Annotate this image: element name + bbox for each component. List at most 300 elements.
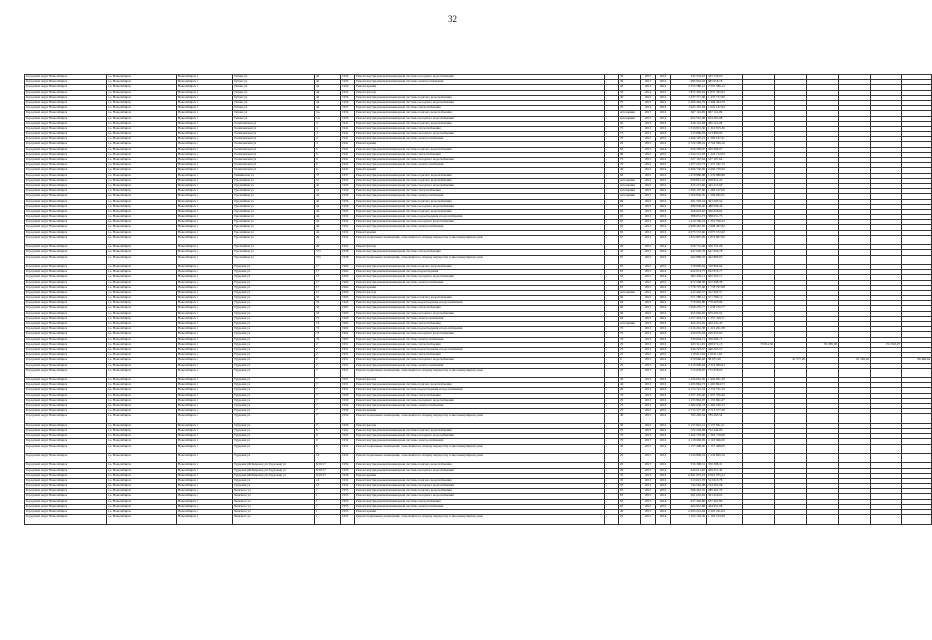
cell-dash: - — [605, 473, 619, 478]
cell-y2: 2016 — [656, 168, 671, 173]
cell-district: Городской округ Новосибирск — [25, 168, 107, 173]
cell-district: Городской округ Новосибирск — [25, 463, 107, 468]
cell-cost: 5 157 841,21 — [671, 423, 707, 428]
cell-y2: 2016 — [656, 111, 671, 116]
cell-dash: - — [605, 137, 619, 142]
cell-year: 1960 — [341, 285, 355, 290]
cell-cost: 658 812,22 — [671, 178, 707, 183]
cell-work: Ремонт внутридомовой инженерной системы электроснабжения — [355, 504, 605, 509]
cell-cost: 1 266 107,06 — [671, 189, 707, 194]
cell-y1: 2015 — [641, 473, 656, 478]
cell-city: г.о. Новосибирск — [107, 515, 177, 524]
cell-dash: - — [605, 388, 619, 393]
cell-y1: 2015 — [641, 199, 656, 204]
cell-year: 1952 — [341, 444, 355, 453]
cell-total: 2 075 572,60 — [707, 230, 743, 235]
cell-year: 1960 — [341, 264, 355, 269]
cell-dash: - — [605, 85, 619, 90]
table-row — [25, 453, 932, 462]
cell-y1: 2015 — [641, 478, 656, 483]
cell-work: Ремонт подвальных помещений, относящихся к общему имуществу в многоквартирном доме — [355, 255, 605, 264]
cell-total: 356 398,31 — [707, 463, 743, 468]
cell-dash: - — [605, 414, 619, 423]
cell-city: г.о. Новосибирск — [107, 100, 177, 105]
cell-year: 1960 — [341, 280, 355, 285]
cell-y1: 2015 — [641, 316, 656, 321]
cell-total: 1 324 712,03 — [707, 152, 743, 157]
cell-work: Ремонт подвальных помещений, относящихся к общему имуществу в многоквартирном доме — [355, 444, 605, 453]
cell-district: Городской округ Новосибирск — [25, 250, 107, 255]
cell-total: 2 555 586,12 — [707, 85, 743, 90]
cell-y2: 2016 — [656, 322, 671, 327]
cell-street: Трудовая ул — [233, 275, 315, 280]
cell-city: г.о. Новосибирск — [107, 327, 177, 332]
cell-y2: 2016 — [656, 489, 671, 494]
cell-cost: 785 295,54 — [671, 414, 707, 423]
cell-street: Толмачевская ул — [233, 158, 315, 163]
cell-wear: 67 — [619, 255, 641, 264]
cell-wear: 20 — [619, 463, 641, 468]
cell-district: Городской округ Новосибирск — [25, 301, 107, 306]
cell-y2: 2016 — [656, 444, 671, 453]
cell-wear: 75 — [619, 158, 641, 163]
cell-house: 2 — [315, 358, 341, 363]
cell-y2: 2016 — [656, 429, 671, 434]
cell-wear: 70 — [619, 332, 641, 337]
cell-d — [839, 235, 871, 244]
cell-y1: 2015 — [641, 173, 656, 178]
cell-cost: 220 655,63 — [671, 332, 707, 337]
cell-settlement: Новосибирск г — [177, 230, 233, 235]
cell-city: г.о. Новосибирск — [107, 132, 177, 137]
cell-wear: 67 — [619, 235, 641, 244]
cell-y2: 2016 — [656, 250, 671, 255]
cell-settlement: Новосибирск г — [177, 409, 233, 414]
cell-street: Трудовая ул — [233, 285, 315, 290]
cell-wear: 65 — [619, 489, 641, 494]
cell-house: 51 — [315, 178, 341, 183]
cell-work: Ремонт внутридомовой инженерной системы водоотведения и водоснабжения — [355, 301, 605, 306]
cell-work: Ремонт внутридомовой инженерной системы горячего водоснабжения — [355, 95, 605, 100]
cell-y2: 2016 — [656, 209, 671, 214]
cell-dash: - — [605, 306, 619, 311]
cell-street: Чемского ул — [233, 489, 315, 494]
cell-city: г.о. Новосибирск — [107, 414, 177, 423]
cell-y1: 2015 — [641, 429, 656, 434]
cell-year: 1956 — [341, 100, 355, 105]
cell-total: 1 872 807,09 — [707, 235, 743, 244]
cell-dash: - — [605, 220, 619, 225]
cell-cost: 2 174 741,34 — [671, 388, 707, 393]
cell-year: 1955 — [341, 515, 355, 524]
cell-district: Городской округ Новосибирск — [25, 126, 107, 131]
cell-year: 1950 — [341, 183, 355, 188]
cell-street: Трудовая ул — [233, 409, 315, 414]
cell-y1: 2015 — [641, 245, 656, 250]
cell-street: Троллейная ул — [233, 178, 315, 183]
cell-city: г.о. Новосибирск — [107, 250, 177, 255]
cell-b — [775, 255, 807, 264]
cell-y2: 2016 — [656, 353, 671, 358]
cell-wear: 75 — [619, 132, 641, 137]
cell-work: Ремонт внутридомовой инженерной системы горячего водоснабжения — [355, 478, 605, 483]
cell-settlement: Новосибирск г — [177, 311, 233, 316]
cell-street: Толмачевская ул — [233, 147, 315, 152]
cell-wear: 65 — [619, 280, 641, 285]
cell-work: Ремонт подвальных помещений, относящихся к общему имуществу в многоквартирном доме — [355, 515, 605, 524]
cell-cost: 1 193 104,39 — [671, 515, 707, 524]
cell-wear: 40 — [619, 378, 641, 383]
cell-district: Городской округ Новосибирск — [25, 280, 107, 285]
cell-street: Толмачевская ул — [233, 121, 315, 126]
cell-total: 330 694,71 — [707, 337, 743, 342]
cell-house: 41 — [315, 194, 341, 199]
cell-wear: 65 — [619, 264, 641, 269]
cell-district: Городской округ Новосибирск — [25, 439, 107, 444]
cell-work: Ремонт внутридомовой инженерной системы электроснабжения — [355, 280, 605, 285]
cell-wear: истощения — [619, 183, 641, 188]
cell-d — [839, 515, 871, 524]
cell-total: 647 626,78 — [707, 250, 743, 255]
cell-house: 74 — [315, 332, 341, 337]
cell-settlement: Новосибирск г — [177, 306, 233, 311]
cell-dash: - — [605, 230, 619, 235]
cell-total: 286 491,35 — [707, 489, 743, 494]
cell-street: Трудовая ул — [233, 280, 315, 285]
cell-district: Городской округ Новосибирск — [25, 204, 107, 209]
cell-year: 1960 — [341, 270, 355, 275]
cell-e — [871, 368, 902, 377]
cell-cost: 2 555 586,12 — [671, 85, 707, 90]
cell-district: Городской округ Новосибирск — [25, 423, 107, 428]
cell-settlement: Новосибирск г — [177, 209, 233, 214]
cell-a — [743, 515, 775, 524]
cell-city: г.о. Новосибирск — [107, 337, 177, 342]
cell-city: г.о. Новосибирск — [107, 463, 177, 468]
cell-year: 1952 — [341, 434, 355, 439]
cell-city: г.о. Новосибирск — [107, 332, 177, 337]
cell-wear: 45 — [619, 444, 641, 453]
cell-cost: 2 406 464,79 — [671, 100, 707, 105]
cell-street: Чемского ул — [233, 499, 315, 504]
cell-street: Троллейная ул — [233, 209, 315, 214]
cell-a — [743, 414, 775, 423]
cell-settlement: Новосибирск г — [177, 468, 233, 473]
cell-district: Городской округ Новосибирск — [25, 230, 107, 235]
cell-y1: 2015 — [641, 178, 656, 183]
cell-y2: 2016 — [656, 100, 671, 105]
cell-y2: 2016 — [656, 290, 671, 295]
cell-house: 33 — [315, 311, 341, 316]
cell-city: г.о. Новосибирск — [107, 468, 177, 473]
cell-city: г.о. Новосибирск — [107, 347, 177, 352]
cell-y2: 2016 — [656, 199, 671, 204]
cell-street: Троллейная ул — [233, 189, 315, 194]
cell-total: 366 618,62 — [707, 209, 743, 214]
cell-total: 462 431,45 — [707, 322, 743, 327]
cell-wear: 70 — [619, 393, 641, 398]
cell-dash: - — [605, 270, 619, 275]
cell-year: 1952 — [341, 245, 355, 250]
cell-house: 2 — [315, 353, 341, 358]
cell-street: Троллейная ул — [233, 245, 315, 250]
cell-y2: 2016 — [656, 368, 671, 377]
cell-dash: - — [605, 95, 619, 100]
cell-wear: 65 — [619, 504, 641, 509]
cell-dash: - — [605, 409, 619, 414]
cell-year: 1952 — [341, 235, 355, 244]
cell-d — [839, 255, 871, 264]
cell-wear: 35 — [619, 484, 641, 489]
cell-y2: 2016 — [656, 414, 671, 423]
cell-district: Городской округ Новосибирск — [25, 121, 107, 126]
cell-district: Городской округ Новосибирск — [25, 453, 107, 462]
cell-city: г.о. Новосибирск — [107, 116, 177, 121]
cell-cost: 527 167,64 — [671, 158, 707, 163]
cell-dash: - — [605, 189, 619, 194]
cell-year: 1941 — [341, 137, 355, 142]
cell-dash: - — [605, 358, 619, 363]
cell-year: 1950 — [341, 409, 355, 414]
cell-street: Троллейная ул — [233, 215, 315, 220]
cell-work: Ремонт внутридомовой инженерной системы электроснабжения — [355, 80, 605, 85]
cell-dash: - — [605, 250, 619, 255]
cell-y1: 2015 — [641, 100, 656, 105]
cell-house: 49 — [315, 235, 341, 244]
cell-dash: - — [605, 142, 619, 147]
cell-work: Ремонт внутридомовой инженерной системы горячего водоснабжения — [355, 429, 605, 434]
cell-city: г.о. Новосибирск — [107, 429, 177, 434]
cell-y2: 2016 — [656, 342, 671, 347]
cell-city: г.о. Новосибирск — [107, 152, 177, 157]
cell-y2: 2016 — [656, 230, 671, 235]
cell-street: Толмачевская ул — [233, 142, 315, 147]
cell-y1: 2015 — [641, 215, 656, 220]
cell-street: Трудовая ул — [233, 363, 315, 368]
cell-district: Городской округ Новосибирск — [25, 515, 107, 524]
cell-d — [839, 414, 871, 423]
cell-work: Ремонт подвальных помещений, относящихся к общему имуществу в многоквартирном доме — [355, 235, 605, 244]
cell-year: 1941 — [341, 163, 355, 168]
cell-year: 1950 — [341, 393, 355, 398]
cell-year: 1960 — [341, 275, 355, 280]
cell-y2: 2016 — [656, 484, 671, 489]
cell-y2: 2016 — [656, 178, 671, 183]
cell-district: Городской округ Новосибирск — [25, 504, 107, 509]
cell-city: г.о. Новосибирск — [107, 290, 177, 295]
cell-work: Ремонт внутридомовой инженерной системы водоотведения и водоснабжения — [355, 347, 605, 352]
cell-city: г.о. Новосибирск — [107, 147, 177, 152]
cell-street: Трудовая ул — [233, 301, 315, 306]
cell-wear: 43 — [619, 85, 641, 90]
cell-cost: 366 618,62 — [671, 209, 707, 214]
cell-c — [807, 235, 839, 244]
cell-total: 58 971,40 — [707, 358, 743, 363]
cell-street: Трудовая ул — [233, 316, 315, 321]
cell-y2: 2016 — [656, 383, 671, 388]
cell-y1: 2015 — [641, 327, 656, 332]
cell-work: Ремонт внутридомовой инженерной системы холодного водоснабжения — [355, 220, 605, 225]
cell-e — [871, 235, 902, 244]
cell-district: Городской округ Новосибирск — [25, 132, 107, 137]
cell-street: Троллейная ул — [233, 235, 315, 244]
cell-y2: 2016 — [656, 95, 671, 100]
cell-settlement: Новосибирск г — [177, 478, 233, 483]
cell-y1: 2015 — [641, 270, 656, 275]
cell-city: г.о. Новосибирск — [107, 383, 177, 388]
cell-y1: 2015 — [641, 275, 656, 280]
cell-total: 2 722 599,16 — [707, 142, 743, 147]
cell-year: 1950 — [341, 414, 355, 423]
cell-work: Ремонт внутридомовой инженерной системы холодного водоснабжения — [355, 275, 605, 280]
cell-year: 1957 — [341, 106, 355, 111]
cell-city: г.о. Новосибирск — [107, 484, 177, 489]
cell-work: Ремонт внутридомовой инженерной системы холодного водоснабжения — [355, 311, 605, 316]
cell-total: 655 002,02 — [707, 311, 743, 316]
cell-cost: 1 316 815,36 — [671, 126, 707, 131]
cell-wear: 25 — [619, 404, 641, 409]
cell-city: г.о. Новосибирск — [107, 75, 177, 80]
table-row — [25, 515, 932, 524]
cell-work: Ремонт внутридомовой инженерной системы водоотведения и водоснабжения — [355, 215, 605, 220]
cell-district: Городской округ Новосибирск — [25, 468, 107, 473]
cell-b: 41 577,26 — [775, 358, 807, 363]
cell-settlement: Новосибирск г — [177, 147, 233, 152]
cell-city: г.о. Новосибирск — [107, 209, 177, 214]
cell-house: 1 — [315, 515, 341, 524]
cell-settlement: Новосибирск г — [177, 215, 233, 220]
cell-total: 1 257 419,71 — [707, 316, 743, 321]
cell-dash: - — [605, 106, 619, 111]
cell-total: 426 611,40 — [707, 468, 743, 473]
cell-cost: 1 210 796,23 — [671, 220, 707, 225]
cell-y2: 2016 — [656, 132, 671, 137]
cell-dash: - — [605, 80, 619, 85]
cell-work: Ремонт внутридомовой инженерной системы электроснабжения — [355, 225, 605, 230]
cell-total: 5 157 841,21 — [707, 423, 743, 428]
cell-dash: - — [605, 100, 619, 105]
cell-total: 922 974,77 — [707, 270, 743, 275]
cell-settlement: Новосибирск г — [177, 225, 233, 230]
cell-total: 527 167,64 — [707, 158, 743, 163]
cell-city: г.о. Новосибирск — [107, 322, 177, 327]
cell-year: 1962 — [341, 327, 355, 332]
cell-settlement: Новосибирск г — [177, 90, 233, 95]
cell-district: Городской округ Новосибирск — [25, 316, 107, 321]
cell-settlement: Новосибирск г — [177, 137, 233, 142]
cell-y2: 2016 — [656, 147, 671, 152]
cell-house: 44 — [315, 106, 341, 111]
cell-street: Трудовая ул — [233, 296, 315, 301]
cell-dash: - — [605, 434, 619, 439]
cell-cost: 685 918,18 — [671, 80, 707, 85]
cell-wear: 60 — [619, 301, 641, 306]
cell-total: 462 889,03 — [707, 255, 743, 264]
cell-e — [871, 444, 902, 453]
cell-year: 1950 — [341, 423, 355, 428]
cell-street: Трудовая ул — [233, 383, 315, 388]
cell-y2: 2016 — [656, 85, 671, 90]
cell-city: г.о. Новосибирск — [107, 163, 177, 168]
cell-wear: 25 — [619, 347, 641, 352]
cell-house: 14 — [315, 453, 341, 462]
cell-house: 7 — [315, 409, 341, 414]
cell-district: Городской округ Новосибирск — [25, 337, 107, 342]
cell-work: Ремонт внутридомовой инженерной системы теплоснабжения — [355, 322, 605, 327]
cell-cost: 388 051,73 — [671, 215, 707, 220]
cell-wear: 65 — [619, 215, 641, 220]
cell-street: Трудовая ул — [233, 404, 315, 409]
cell-year: 1952 — [341, 225, 355, 230]
cell-district: Городской округ Новосибирск — [25, 409, 107, 414]
cell-cost: 2 205 241,64 — [671, 510, 707, 515]
cell-total: 1 155 861,07 — [707, 398, 743, 403]
cell-district: Городской округ Новосибирск — [25, 116, 107, 121]
cell-cost: 1 157 408,00 — [671, 444, 707, 453]
cell-wear: 65 — [619, 275, 641, 280]
cell-total: 436 110,28 — [707, 121, 743, 126]
cell-cost: 356 398,31 — [671, 463, 707, 468]
cell-y1: 2015 — [641, 358, 656, 363]
cell-settlement: Новосибирск г — [177, 504, 233, 509]
cell-cost: 436 110,28 — [671, 121, 707, 126]
cell-work: Ремонт внутридомовой инженерной системы теплоснабжения — [355, 106, 605, 111]
cell-work: Ремонт подвальных помещений, относящихся к общему имуществу в многоквартирном доме — [355, 368, 605, 377]
cell-street: Титова ул — [233, 106, 315, 111]
cell-settlement: Новосибирск г — [177, 235, 233, 244]
cell-city: г.о. Новосибирск — [107, 398, 177, 403]
cell-year: 1952 — [341, 439, 355, 444]
cell-dash: - — [605, 484, 619, 489]
cell-settlement: Новосибирск г — [177, 515, 233, 524]
cell-work: Ремонт внутридомовой инженерной системы холодного водоснабжения — [355, 398, 605, 403]
cell-dash: - — [605, 90, 619, 95]
cell-street: Толмачевская ул — [233, 168, 315, 173]
cell-cost: 922 974,77 — [671, 270, 707, 275]
cell-total: 1 266 197,21 — [707, 137, 743, 142]
cell-settlement: Новосибирск г — [177, 358, 233, 363]
cell-y1: 2015 — [641, 80, 656, 85]
cell-y2: 2016 — [656, 468, 671, 473]
cell-work: Ремонт внутридомовой инженерной системы электроснабжения — [355, 316, 605, 321]
cell-b — [775, 515, 807, 524]
cell-street: Чемского ул — [233, 504, 315, 509]
cell-district: Городской округ Новосибирск — [25, 429, 107, 434]
cell-city: г.о. Новосибирск — [107, 95, 177, 100]
cell-d — [839, 444, 871, 453]
cell-dash: - — [605, 478, 619, 483]
cell-work: Ремонт внутридомовой инженерной системы холодного водоснабжения — [355, 434, 605, 439]
cell-total: 513 615,78 — [707, 478, 743, 483]
cell-wear: 65 — [619, 204, 641, 209]
cell-house: 17 — [315, 285, 341, 290]
cell-cost: 345 534,63 — [671, 75, 707, 80]
cell-district: Городской округ Новосибирск — [25, 264, 107, 269]
cell-work: Ремонт внутридомовой инженерной системы горячего водоснабжения — [355, 489, 605, 494]
cell-city: г.о. Новосибирск — [107, 111, 177, 116]
cell-settlement: Новосибирск г — [177, 473, 233, 478]
cell-total: 972 268,38 — [707, 280, 743, 285]
cell-city: г.о. Новосибирск — [107, 168, 177, 173]
cell-total: 1 057 376,46 — [707, 393, 743, 398]
cell-city: г.о. Новосибирск — [107, 473, 177, 478]
cell-total: 2 174 741,34 — [707, 388, 743, 393]
cell-total: 1 266 107,06 — [707, 189, 743, 194]
cell-street: Трудовая ул — [233, 388, 315, 393]
cell-district: Городской округ Новосибирск — [25, 275, 107, 280]
cell-year: 1951 — [341, 383, 355, 388]
cell-street: Троллейная ул — [233, 255, 315, 264]
